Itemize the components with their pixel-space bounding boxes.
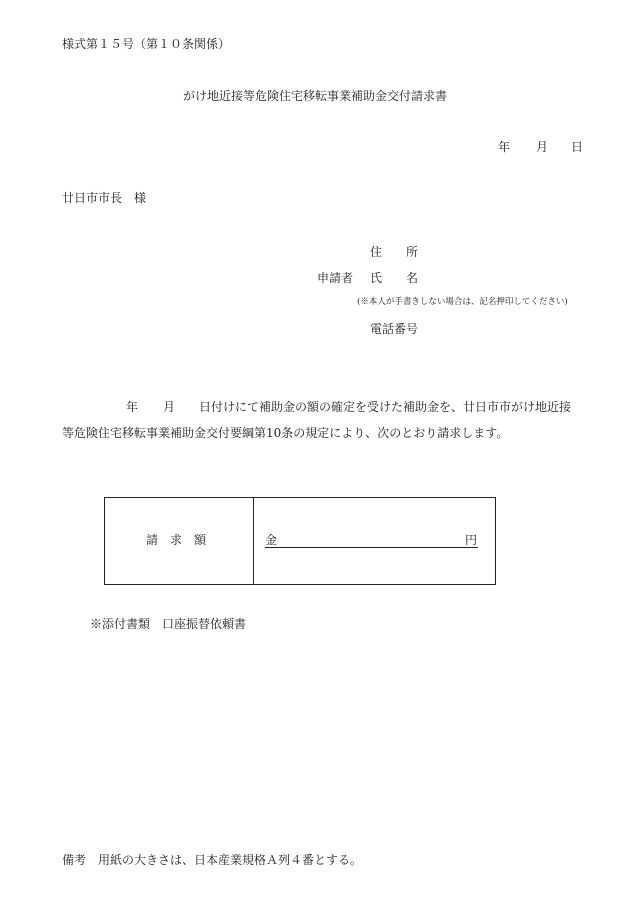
address-label: 住 所 — [370, 245, 419, 259]
amount-suffix: 円 — [465, 533, 478, 547]
addressee: 廿日市市長 様 — [62, 191, 147, 205]
amount-underline — [265, 547, 478, 548]
body-line-2: 等危険住宅移転事業補助金交付要綱第10条の規定により、次のとおり請求します。 — [62, 426, 509, 440]
body-year-label: 年 — [126, 400, 139, 414]
date-year-label: 年 — [498, 140, 511, 154]
signature-note: (※本人が手書きしない場合は、記名押印してください) — [357, 297, 568, 307]
claim-amount-label: 請 求 額 — [146, 533, 207, 547]
body-month-label: 月 — [163, 400, 176, 414]
remarks: 備考 用紙の大きさは、日本産業規格Ａ列４番とする。 — [62, 853, 363, 867]
date-month-label: 月 — [536, 140, 549, 154]
table-divider — [253, 498, 254, 584]
phone-label: 電話番号 — [370, 322, 419, 336]
attachment-note: ※添付書類 口座振替依頼書 — [90, 617, 247, 631]
document-title: がけ地近接等危険住宅移転事業補助金交付請求書 — [183, 89, 448, 103]
date-day-label: 日 — [571, 140, 584, 154]
form-number: 様式第１５号（第１０条関係） — [62, 37, 231, 51]
name-label: 氏 名 — [370, 271, 419, 285]
applicant-role-label: 申請者 — [317, 271, 354, 285]
amount-prefix: 金 — [265, 533, 278, 547]
body-line-1: 日付けにて補助金の額の確定を受けた補助金を、廿日市市がけ地近接 — [199, 400, 572, 414]
